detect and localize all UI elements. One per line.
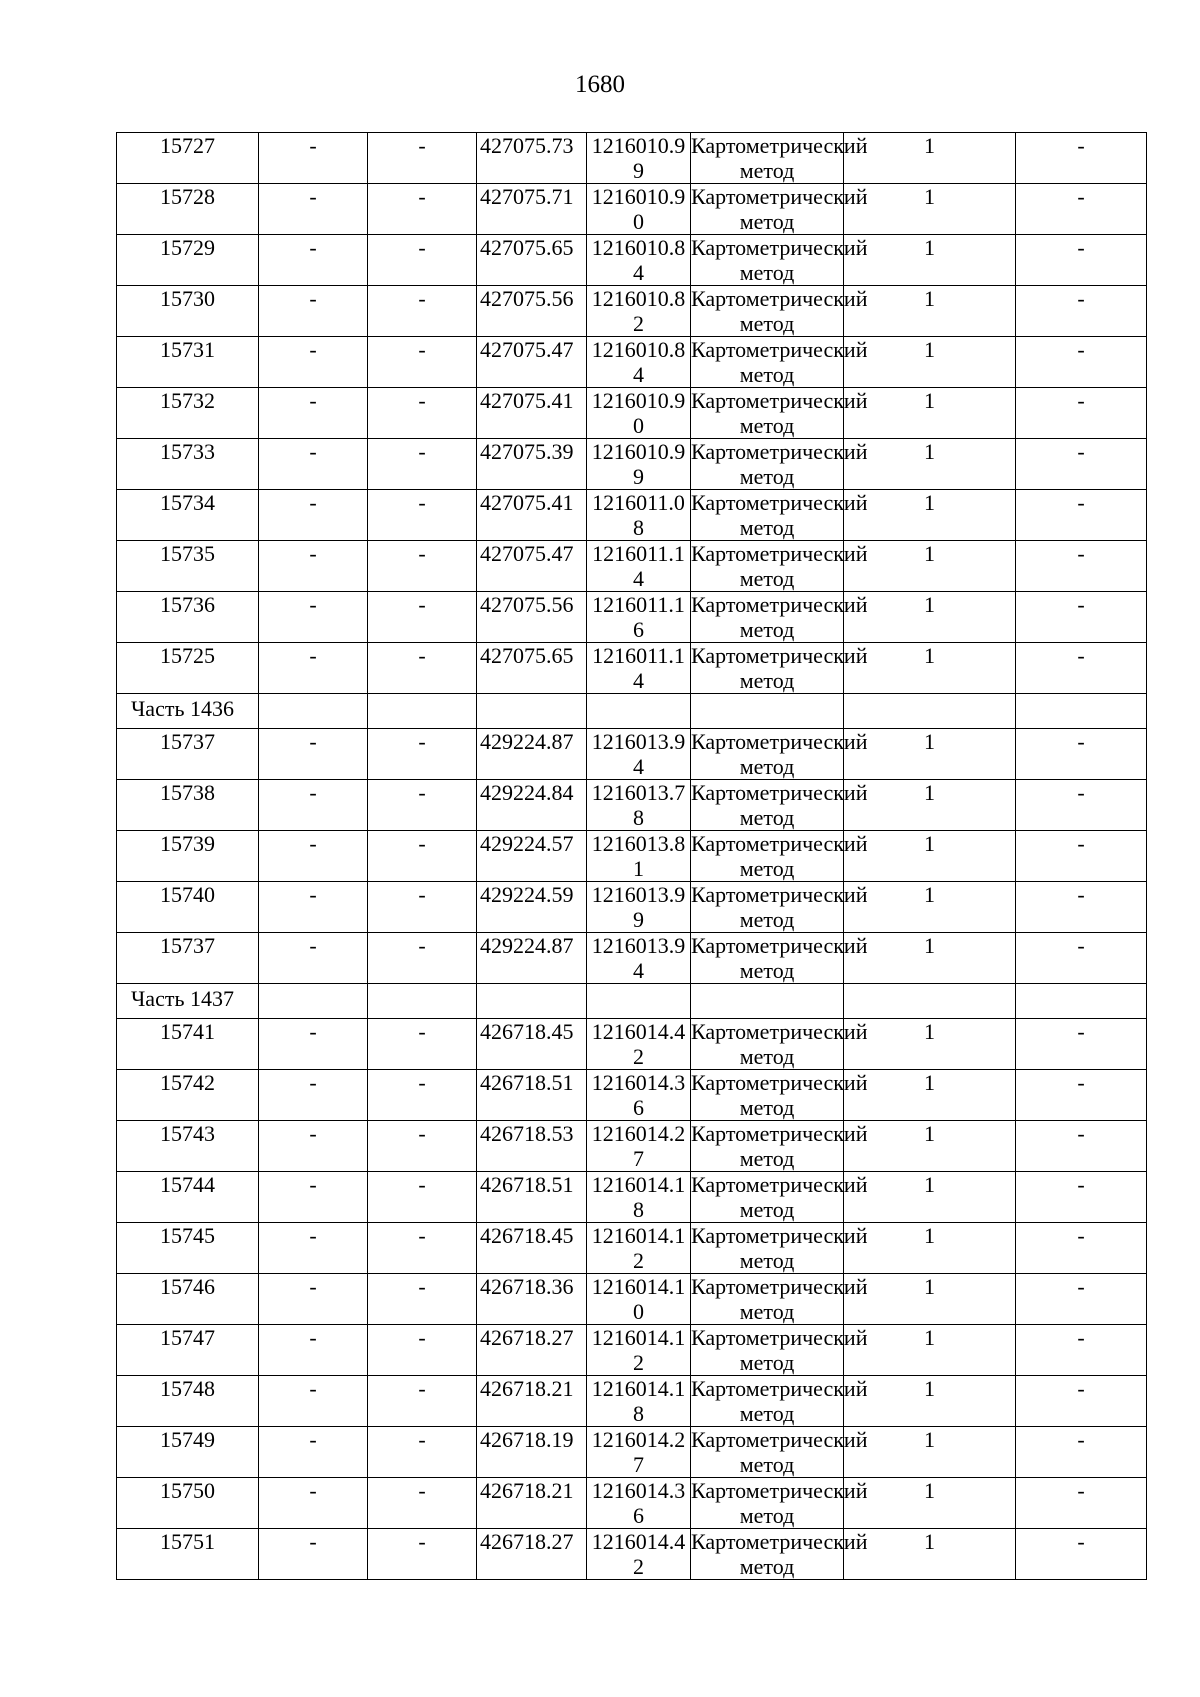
- accuracy-cell: 1: [844, 490, 1016, 541]
- y-coordinate-cell: 1216011.14: [587, 643, 691, 694]
- dash-cell: -: [368, 235, 477, 286]
- empty-cell: [259, 984, 368, 1019]
- empty-cell: [587, 984, 691, 1019]
- table-row: [117, 592, 1147, 643]
- table-row: [117, 388, 1147, 439]
- method-cell: Картометрический метод: [691, 184, 868, 234]
- dash-cell: -: [368, 933, 477, 984]
- point-number-cell: 15748: [117, 1376, 259, 1427]
- description-cell: -: [1016, 933, 1147, 984]
- point-number-cell: 15741: [117, 1019, 259, 1070]
- table-row: [117, 1172, 1147, 1223]
- description-cell: -: [1016, 1376, 1147, 1427]
- x-coordinate-cell: 426718.19: [477, 1427, 587, 1478]
- dash-cell: -: [259, 780, 368, 831]
- x-coordinate-cell: 427075.73: [477, 133, 587, 184]
- dash-cell: -: [259, 882, 368, 933]
- dash-cell: -: [259, 184, 368, 235]
- table-row: [117, 1478, 1147, 1529]
- dash-cell: -: [259, 1070, 368, 1121]
- x-coordinate-cell: 426718.45: [477, 1019, 587, 1070]
- x-coordinate-cell: 427075.39: [477, 439, 587, 490]
- empty-cell: [1016, 694, 1147, 729]
- dash-cell: -: [368, 1019, 477, 1070]
- x-coordinate-cell: 426718.45: [477, 1223, 587, 1274]
- y-coordinate-cell: 1216014.42: [587, 1019, 691, 1070]
- method-cell: Картометрический метод: [691, 1376, 868, 1426]
- y-coordinate-cell: 1216010.90: [587, 184, 691, 235]
- accuracy-cell: 1: [844, 439, 1016, 490]
- x-coordinate-cell: 426718.51: [477, 1070, 587, 1121]
- x-coordinate-cell: 427075.56: [477, 592, 587, 643]
- table-row: [117, 1070, 1147, 1121]
- dash-cell: -: [259, 286, 368, 337]
- accuracy-cell: 1: [844, 592, 1016, 643]
- empty-cell: [691, 984, 844, 1019]
- x-coordinate-cell: 426718.27: [477, 1529, 587, 1580]
- point-number-cell: 15747: [117, 1325, 259, 1376]
- method-cell: Картометрический метод: [691, 388, 868, 438]
- accuracy-cell: 1: [844, 1427, 1016, 1478]
- x-coordinate-cell: 429224.87: [477, 933, 587, 984]
- accuracy-cell: 1: [844, 1223, 1016, 1274]
- table-row: [117, 1223, 1147, 1274]
- point-number-cell: 15739: [117, 831, 259, 882]
- description-cell: -: [1016, 1274, 1147, 1325]
- table-row: [117, 1121, 1147, 1172]
- method-cell: Картометрический метод: [691, 1121, 868, 1171]
- method-cell: Картометрический метод: [691, 235, 868, 285]
- point-number-cell: 15746: [117, 1274, 259, 1325]
- empty-cell: [1016, 984, 1147, 1019]
- dash-cell: -: [368, 286, 477, 337]
- description-cell: -: [1016, 235, 1147, 286]
- dash-cell: -: [368, 1172, 477, 1223]
- dash-cell: -: [368, 490, 477, 541]
- dash-cell: -: [259, 592, 368, 643]
- accuracy-cell: 1: [844, 1070, 1016, 1121]
- description-cell: -: [1016, 1223, 1147, 1274]
- point-number-cell: 15725: [117, 643, 259, 694]
- description-cell: -: [1016, 388, 1147, 439]
- dash-cell: -: [368, 1529, 477, 1580]
- accuracy-cell: 1: [844, 133, 1016, 184]
- dash-cell: -: [259, 1274, 368, 1325]
- dash-cell: -: [259, 1529, 368, 1580]
- x-coordinate-cell: 427075.41: [477, 388, 587, 439]
- method-cell: Картометрический метод: [691, 337, 868, 387]
- dash-cell: -: [368, 439, 477, 490]
- point-number-cell: 15737: [117, 933, 259, 984]
- description-cell: -: [1016, 490, 1147, 541]
- method-cell: Картометрический метод: [691, 933, 868, 983]
- section-label: Часть 1436: [117, 694, 259, 729]
- y-coordinate-cell: 1216013.94: [587, 729, 691, 780]
- accuracy-cell: 1: [844, 1376, 1016, 1427]
- x-coordinate-cell: 427075.71: [477, 184, 587, 235]
- method-cell: Картометрический метод: [691, 729, 868, 779]
- description-cell: -: [1016, 882, 1147, 933]
- dash-cell: -: [368, 541, 477, 592]
- table-row: [117, 1325, 1147, 1376]
- dash-cell: -: [368, 1070, 477, 1121]
- method-cell: Картометрический метод: [691, 1325, 868, 1375]
- dash-cell: -: [259, 933, 368, 984]
- x-coordinate-cell: 429224.87: [477, 729, 587, 780]
- method-cell: Картометрический метод: [691, 1070, 868, 1120]
- method-cell: Картометрический метод: [691, 541, 868, 591]
- y-coordinate-cell: 1216014.18: [587, 1376, 691, 1427]
- point-number-cell: 15735: [117, 541, 259, 592]
- empty-cell: [477, 694, 587, 729]
- table-row: [117, 831, 1147, 882]
- table-row: [117, 729, 1147, 780]
- x-coordinate-cell: 429224.84: [477, 780, 587, 831]
- accuracy-cell: 1: [844, 541, 1016, 592]
- dash-cell: -: [259, 337, 368, 388]
- y-coordinate-cell: 1216013.81: [587, 831, 691, 882]
- dash-cell: -: [368, 729, 477, 780]
- point-number-cell: 15738: [117, 780, 259, 831]
- table-row: [117, 286, 1147, 337]
- dash-cell: -: [259, 1325, 368, 1376]
- dash-cell: -: [259, 1121, 368, 1172]
- section-row: [117, 694, 1147, 729]
- dash-cell: -: [259, 541, 368, 592]
- description-cell: -: [1016, 831, 1147, 882]
- description-cell: -: [1016, 1325, 1147, 1376]
- empty-cell: [587, 694, 691, 729]
- y-coordinate-cell: 1216010.99: [587, 133, 691, 184]
- table-row: [117, 1529, 1147, 1580]
- y-coordinate-cell: 1216014.18: [587, 1172, 691, 1223]
- y-coordinate-cell: 1216010.84: [587, 235, 691, 286]
- point-number-cell: 15734: [117, 490, 259, 541]
- section-label: Часть 1437: [117, 984, 259, 1019]
- description-cell: -: [1016, 1121, 1147, 1172]
- point-number-cell: 15730: [117, 286, 259, 337]
- dash-cell: -: [368, 1427, 477, 1478]
- empty-cell: [259, 694, 368, 729]
- table-row: [117, 1376, 1147, 1427]
- table-row: [117, 643, 1147, 694]
- page-number: 1680: [575, 71, 625, 98]
- dash-cell: -: [259, 388, 368, 439]
- dash-cell: -: [259, 643, 368, 694]
- table-row: [117, 1274, 1147, 1325]
- method-cell: Картометрический метод: [691, 1172, 868, 1222]
- accuracy-cell: 1: [844, 1529, 1016, 1580]
- dash-cell: -: [368, 337, 477, 388]
- y-coordinate-cell: 1216013.99: [587, 882, 691, 933]
- y-coordinate-cell: 1216014.42: [587, 1529, 691, 1580]
- x-coordinate-cell: 427075.56: [477, 286, 587, 337]
- accuracy-cell: 1: [844, 1325, 1016, 1376]
- dash-cell: -: [259, 133, 368, 184]
- y-coordinate-cell: 1216014.12: [587, 1223, 691, 1274]
- dash-cell: -: [368, 882, 477, 933]
- accuracy-cell: 1: [844, 388, 1016, 439]
- x-coordinate-cell: 427075.65: [477, 235, 587, 286]
- y-coordinate-cell: 1216013.78: [587, 780, 691, 831]
- point-number-cell: 15727: [117, 133, 259, 184]
- point-number-cell: 15733: [117, 439, 259, 490]
- y-coordinate-cell: 1216014.12: [587, 1325, 691, 1376]
- description-cell: -: [1016, 1019, 1147, 1070]
- table-row: [117, 184, 1147, 235]
- empty-cell: [477, 984, 587, 1019]
- dash-cell: -: [259, 1478, 368, 1529]
- coordinates-table: [116, 132, 1147, 1580]
- table-row: [117, 1427, 1147, 1478]
- y-coordinate-cell: 1216010.99: [587, 439, 691, 490]
- accuracy-cell: 1: [844, 1121, 1016, 1172]
- table-body: [117, 133, 1147, 1580]
- accuracy-cell: 1: [844, 643, 1016, 694]
- empty-cell: [368, 694, 477, 729]
- method-cell: Картометрический метод: [691, 643, 868, 693]
- dash-cell: -: [368, 1274, 477, 1325]
- description-cell: -: [1016, 1172, 1147, 1223]
- table-row: [117, 235, 1147, 286]
- y-coordinate-cell: 1216013.94: [587, 933, 691, 984]
- point-number-cell: 15742: [117, 1070, 259, 1121]
- description-cell: -: [1016, 439, 1147, 490]
- dash-cell: -: [259, 235, 368, 286]
- accuracy-cell: 1: [844, 184, 1016, 235]
- table-row: [117, 439, 1147, 490]
- description-cell: -: [1016, 541, 1147, 592]
- dash-cell: -: [259, 1223, 368, 1274]
- point-number-cell: 15737: [117, 729, 259, 780]
- description-cell: -: [1016, 133, 1147, 184]
- point-number-cell: 15749: [117, 1427, 259, 1478]
- x-coordinate-cell: 426718.53: [477, 1121, 587, 1172]
- dash-cell: -: [259, 831, 368, 882]
- point-number-cell: 15745: [117, 1223, 259, 1274]
- dash-cell: -: [259, 439, 368, 490]
- method-cell: Картометрический метод: [691, 780, 868, 830]
- y-coordinate-cell: 1216011.16: [587, 592, 691, 643]
- dash-cell: -: [259, 1427, 368, 1478]
- point-number-cell: 15728: [117, 184, 259, 235]
- y-coordinate-cell: 1216011.08: [587, 490, 691, 541]
- point-number-cell: 15744: [117, 1172, 259, 1223]
- description-cell: -: [1016, 337, 1147, 388]
- point-number-cell: 15751: [117, 1529, 259, 1580]
- accuracy-cell: 1: [844, 1019, 1016, 1070]
- method-cell: Картометрический метод: [691, 133, 868, 183]
- x-coordinate-cell: 426718.51: [477, 1172, 587, 1223]
- dash-cell: -: [368, 643, 477, 694]
- y-coordinate-cell: 1216014.10: [587, 1274, 691, 1325]
- dash-cell: -: [368, 831, 477, 882]
- description-cell: -: [1016, 1529, 1147, 1580]
- table-row: [117, 490, 1147, 541]
- description-cell: -: [1016, 780, 1147, 831]
- dash-cell: -: [368, 1121, 477, 1172]
- x-coordinate-cell: 427075.47: [477, 541, 587, 592]
- point-number-cell: 15729: [117, 235, 259, 286]
- y-coordinate-cell: 1216014.27: [587, 1121, 691, 1172]
- table-row: [117, 882, 1147, 933]
- point-number-cell: 15750: [117, 1478, 259, 1529]
- accuracy-cell: 1: [844, 337, 1016, 388]
- dash-cell: -: [368, 1325, 477, 1376]
- method-cell: Картометрический метод: [691, 882, 868, 932]
- x-coordinate-cell: 427075.47: [477, 337, 587, 388]
- x-coordinate-cell: 429224.59: [477, 882, 587, 933]
- x-coordinate-cell: 426718.27: [477, 1325, 587, 1376]
- accuracy-cell: 1: [844, 286, 1016, 337]
- method-cell: Картометрический метод: [691, 439, 868, 489]
- x-coordinate-cell: 427075.41: [477, 490, 587, 541]
- point-number-cell: 15740: [117, 882, 259, 933]
- method-cell: Картометрический метод: [691, 490, 868, 540]
- description-cell: -: [1016, 1070, 1147, 1121]
- empty-cell: [844, 984, 1016, 1019]
- dash-cell: -: [259, 490, 368, 541]
- method-cell: Картометрический метод: [691, 1529, 868, 1579]
- dash-cell: -: [259, 1376, 368, 1427]
- method-cell: Картометрический метод: [691, 1427, 868, 1477]
- dash-cell: -: [259, 1019, 368, 1070]
- description-cell: -: [1016, 184, 1147, 235]
- accuracy-cell: 1: [844, 780, 1016, 831]
- table-row: [117, 337, 1147, 388]
- method-cell: Картометрический метод: [691, 592, 868, 642]
- dash-cell: -: [368, 1376, 477, 1427]
- accuracy-cell: 1: [844, 831, 1016, 882]
- dash-cell: -: [368, 780, 477, 831]
- description-cell: -: [1016, 1478, 1147, 1529]
- accuracy-cell: 1: [844, 882, 1016, 933]
- x-coordinate-cell: 426718.36: [477, 1274, 587, 1325]
- empty-cell: [368, 984, 477, 1019]
- y-coordinate-cell: 1216014.36: [587, 1478, 691, 1529]
- dash-cell: -: [368, 1223, 477, 1274]
- description-cell: -: [1016, 592, 1147, 643]
- table-row: [117, 780, 1147, 831]
- accuracy-cell: 1: [844, 1172, 1016, 1223]
- y-coordinate-cell: 1216010.84: [587, 337, 691, 388]
- x-coordinate-cell: 429224.57: [477, 831, 587, 882]
- table-row: [117, 541, 1147, 592]
- y-coordinate-cell: 1216010.90: [587, 388, 691, 439]
- point-number-cell: 15743: [117, 1121, 259, 1172]
- dash-cell: -: [259, 729, 368, 780]
- y-coordinate-cell: 1216014.27: [587, 1427, 691, 1478]
- accuracy-cell: 1: [844, 1478, 1016, 1529]
- section-row: [117, 984, 1147, 1019]
- description-cell: -: [1016, 286, 1147, 337]
- accuracy-cell: 1: [844, 933, 1016, 984]
- x-coordinate-cell: 426718.21: [477, 1478, 587, 1529]
- point-number-cell: 15736: [117, 592, 259, 643]
- description-cell: -: [1016, 729, 1147, 780]
- dash-cell: -: [368, 184, 477, 235]
- point-number-cell: 15732: [117, 388, 259, 439]
- method-cell: Картометрический метод: [691, 1274, 868, 1324]
- method-cell: Картометрический метод: [691, 286, 868, 336]
- y-coordinate-cell: 1216011.14: [587, 541, 691, 592]
- accuracy-cell: 1: [844, 1274, 1016, 1325]
- method-cell: Картометрический метод: [691, 1019, 868, 1069]
- dash-cell: -: [368, 133, 477, 184]
- table-row: [117, 1019, 1147, 1070]
- description-cell: -: [1016, 1427, 1147, 1478]
- empty-cell: [691, 694, 844, 729]
- dash-cell: -: [368, 1478, 477, 1529]
- x-coordinate-cell: 426718.21: [477, 1376, 587, 1427]
- x-coordinate-cell: 427075.65: [477, 643, 587, 694]
- y-coordinate-cell: 1216010.82: [587, 286, 691, 337]
- method-cell: Картометрический метод: [691, 1223, 868, 1273]
- table-row: [117, 133, 1147, 184]
- accuracy-cell: 1: [844, 235, 1016, 286]
- dash-cell: -: [368, 388, 477, 439]
- method-cell: Картометрический метод: [691, 831, 868, 881]
- accuracy-cell: 1: [844, 729, 1016, 780]
- dash-cell: -: [368, 592, 477, 643]
- point-number-cell: 15731: [117, 337, 259, 388]
- y-coordinate-cell: 1216014.36: [587, 1070, 691, 1121]
- description-cell: -: [1016, 643, 1147, 694]
- dash-cell: -: [259, 1172, 368, 1223]
- empty-cell: [844, 694, 1016, 729]
- table-row: [117, 933, 1147, 984]
- method-cell: Картометрический метод: [691, 1478, 868, 1528]
